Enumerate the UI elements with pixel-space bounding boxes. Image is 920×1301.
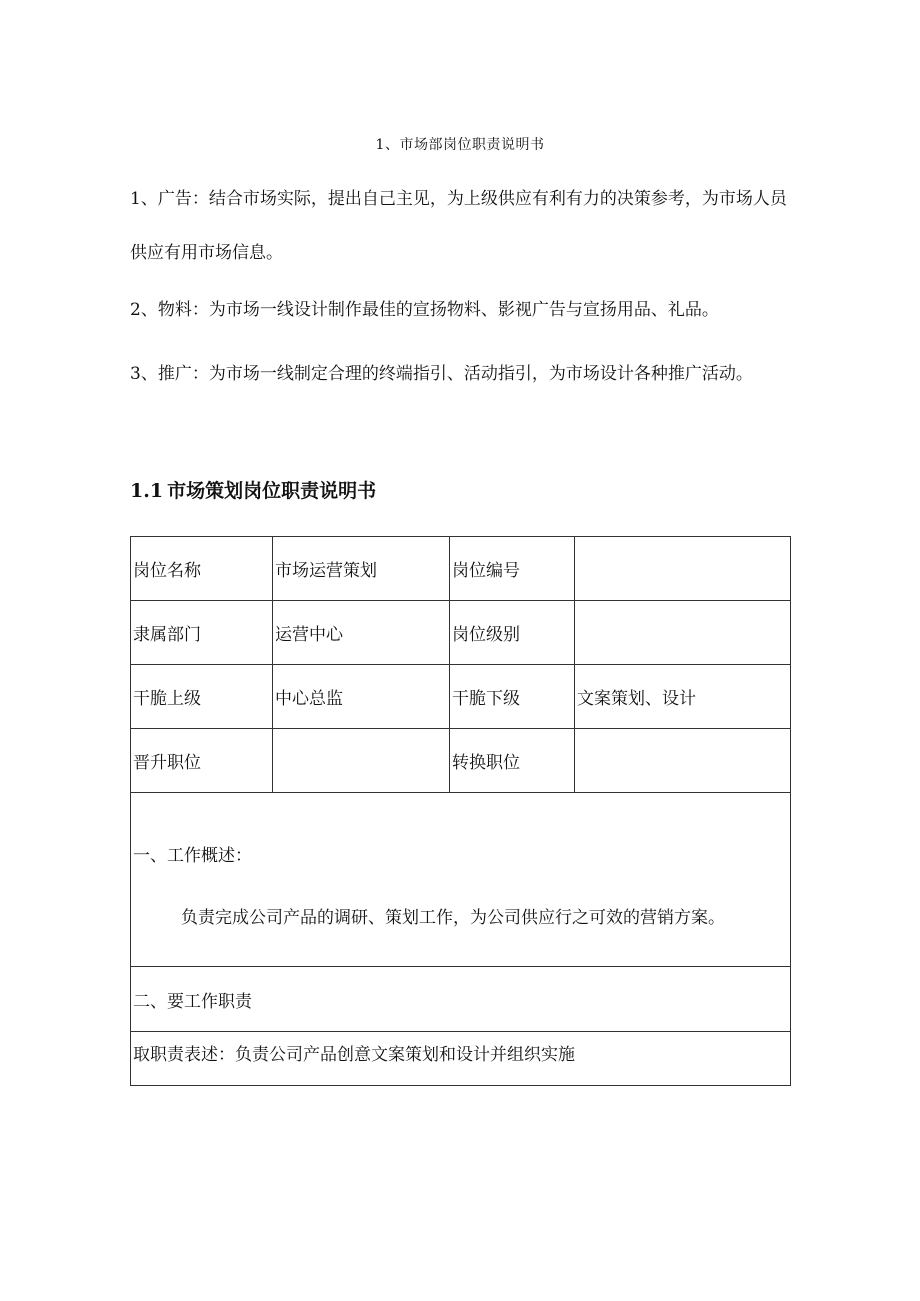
table-cell-label: 岗位级别 — [450, 601, 575, 665]
table-cell-label: 岗位编号 — [450, 537, 575, 601]
overview-body: 负责完成公司产品的调研、策划工作，为公司供应行之可效的营销方案。 — [181, 908, 725, 928]
table-row-overview — [131, 793, 791, 967]
table-row — [131, 537, 791, 601]
paragraph-advertising: 1、广告：结合市场实际，提出自己主见，为上级供应有利有力的决策参考，为市场人员供应有用市场信息。 — [130, 189, 787, 263]
table-row — [131, 665, 791, 729]
table-cell-value — [575, 729, 791, 793]
table-row-duties — [131, 967, 791, 1032]
table-row — [131, 601, 791, 665]
duty-description: 取职责表述：负责公司产品创意文案策划和设计并组织实施 — [131, 1032, 791, 1086]
table-cell-value: 市场运营策划 — [273, 537, 450, 601]
table-cell-value: 中心总监 — [273, 665, 450, 729]
table-cell-value: 运营中心 — [273, 601, 450, 665]
table-cell-label: 转换职位 — [450, 729, 575, 793]
table-row — [131, 729, 791, 793]
table-cell-value: 文案策划、设计 — [575, 665, 791, 729]
job-description-table — [130, 536, 791, 1086]
section-heading — [130, 476, 376, 503]
section-title: 市场策划岗位职责说明书 — [167, 480, 377, 502]
table-cell-label: 干脆下级 — [450, 665, 575, 729]
overview-heading: 一、工作概述： — [133, 846, 252, 866]
table-cell-label: 隶属部门 — [131, 601, 273, 665]
paragraph-promotion: 3、推广：为市场一线制定合理的终端指引、活动指引，为市场设计各种推广活动。 — [130, 364, 753, 384]
paragraph-materials: 2、物料：为市场一线设计制作最佳的宣扬物料、影视广告与宣扬用品、礼品。 — [130, 300, 719, 320]
duties-heading: 二、要工作职责 — [131, 967, 791, 1032]
document-title: 1、市场部岗位职责说明书 — [375, 137, 545, 153]
table-cell-value — [575, 537, 791, 601]
table-cell-value — [273, 729, 450, 793]
table-cell-value — [575, 601, 791, 665]
section-number: 1.1 — [130, 480, 164, 502]
overview-cell — [131, 793, 791, 967]
table-cell-label: 干脆上级 — [131, 665, 273, 729]
table-cell-label: 岗位名称 — [131, 537, 273, 601]
table-row-duty-description — [131, 1032, 791, 1086]
table-cell-label: 晋升职位 — [131, 729, 273, 793]
